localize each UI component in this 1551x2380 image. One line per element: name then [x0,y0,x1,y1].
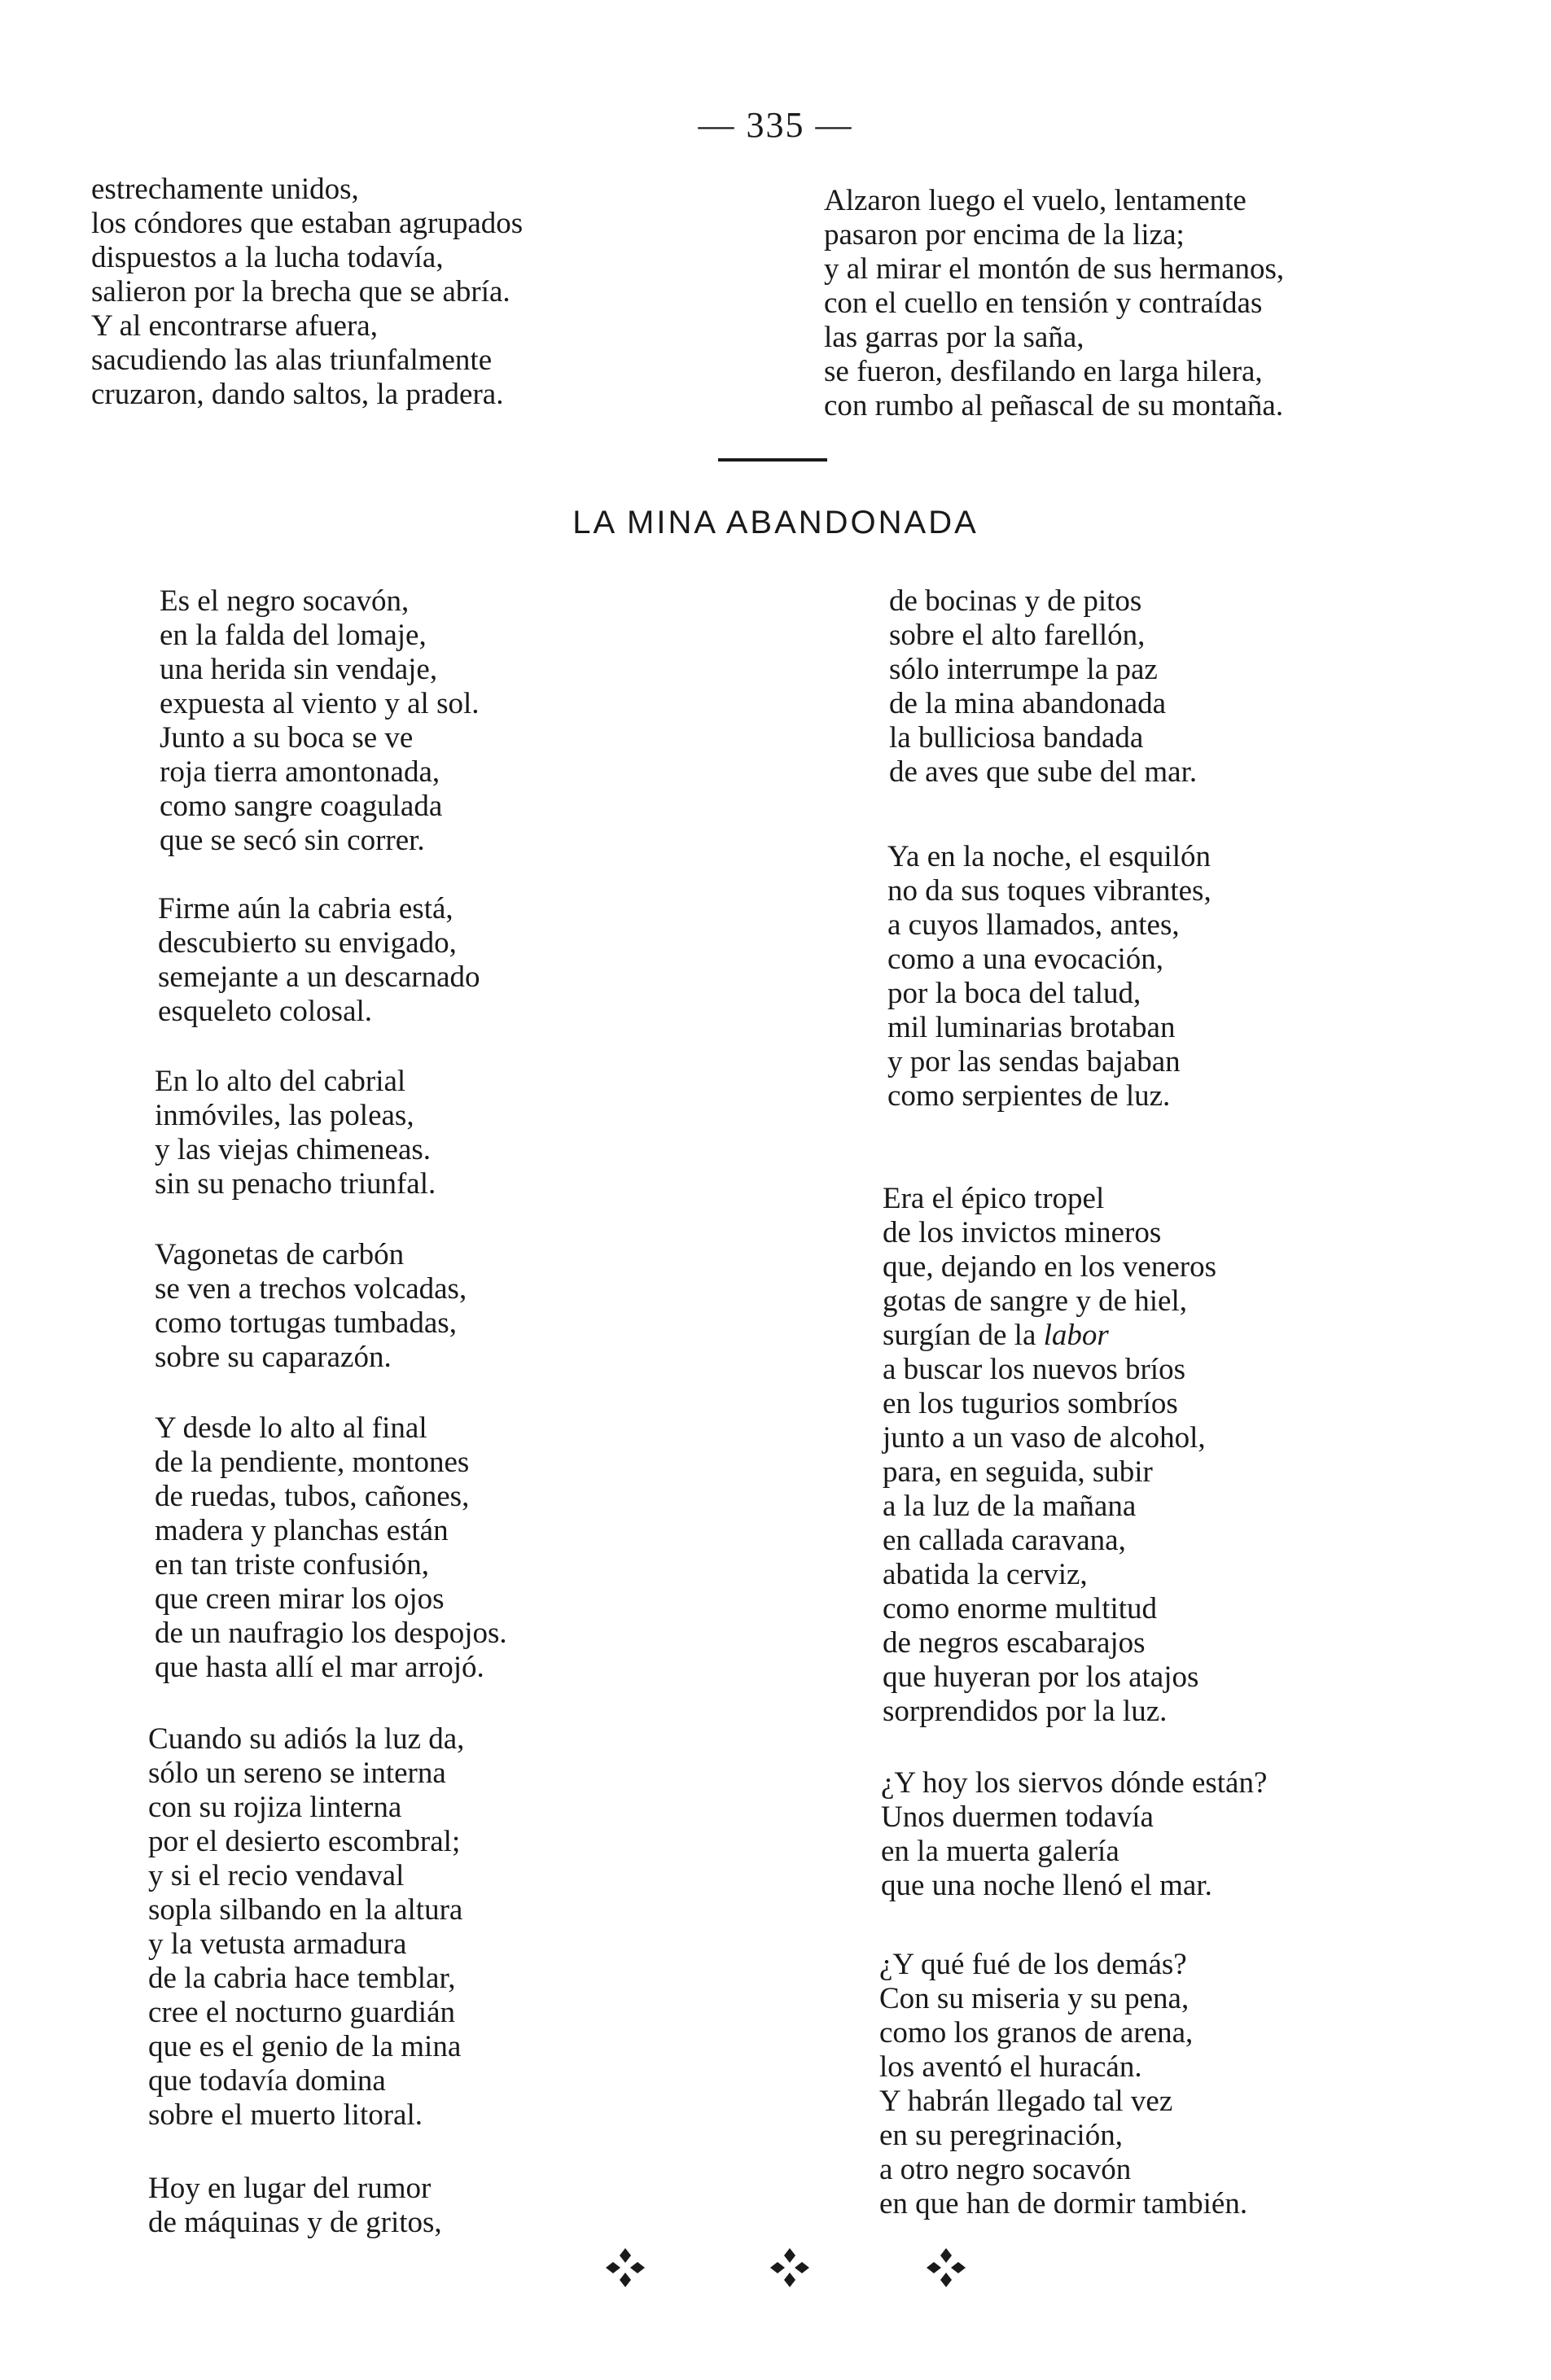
page-number: — 335 — [698,105,853,145]
stanza [883,1182,1216,1729]
verse-line: esqueleto colosal. [158,995,373,1028]
verse-line: de los invictos mineros [883,1216,1162,1249]
verse-line: Cuando su adiós la luz da, [148,1722,465,1756]
verse-line: sólo un sereno se interna [148,1757,446,1790]
verse-line: sacudiendo las alas triunfalmente [91,343,493,377]
verse-line: Unos duermen todavía [881,1800,1154,1834]
verse-line: a la luz de la mañana [883,1490,1137,1523]
stanza [881,1766,1267,1903]
verse-line: de un naufragio los despojos. [155,1617,507,1650]
verse-line: roja tierra amontonada, [160,755,440,789]
stanza [889,584,1197,790]
verse-line: como enorme multitud [883,1592,1158,1625]
stanza [148,1722,464,2133]
verse-line: que creen mirar los ojos [155,1582,445,1616]
verse-line: Junto a su boca se ve [160,721,414,755]
verse-line: como a una evocación, [887,943,1164,976]
verse-line: dispuestos a la lucha todavía, [91,241,444,274]
verse-line: semejante a un descarnado [158,960,480,994]
verse-line: Con su miseria y su pena, [879,1982,1190,2015]
verse-line: Ya en la noche, el esquilón [887,840,1211,873]
stanza [155,1065,436,1201]
verse-line: sin su penacho triunfal. [155,1167,436,1201]
stanza [155,1411,507,1685]
verse-line: gotas de sangre y de hiel, [883,1284,1187,1318]
verse-line: a cuyos llamados, antes, [887,908,1180,942]
verse-line: descubierto su envigado, [158,926,457,960]
verse-line: de la pendiente, montones [155,1446,470,1479]
verse-line: de máquinas y de gritos, [148,2206,442,2239]
verse-line: junto a un vaso de alcohol, [883,1421,1206,1455]
verse-line: cree el nocturno guardián [148,1996,456,2029]
verse-line: pasaron por encima de la liza; [824,218,1185,252]
verse-line: Alzaron luego el vuelo, lentamente [824,184,1246,217]
verse-line: como los granos de arena, [879,2016,1194,2050]
verse-line: por la boca del talud, [887,977,1141,1010]
verse-line: una herida sin vendaje, [160,653,438,686]
verse-line: que todavía domina [148,2064,386,2098]
verse-line: inmóviles, las poleas, [155,1099,414,1132]
verse-line: expuesta al viento y al sol. [160,687,480,720]
verse-line: surgían de la labor [883,1319,1109,1352]
verse-line: los cóndores que estaban agrupados [91,207,524,240]
verse-line: se fueron, desfilando en larga hilera, [824,355,1263,388]
four-diamond-ornament-icon [925,2247,967,2289]
stanza [887,840,1211,1113]
verse-line: Es el negro socavón, [160,584,410,618]
verse-line: y si el recio vendaval [148,1859,405,1892]
verse-line: de bocinas y de pitos [889,584,1142,618]
verse-line: como serpientes de luz. [887,1079,1171,1113]
verse-line: sobre su caparazón. [155,1341,392,1374]
verse-line: las garras por la saña, [824,321,1084,354]
verse-line: de ruedas, tubos, cañones, [155,1480,470,1513]
verse-line: sólo interrumpe la paz [889,653,1158,686]
verse-line: ¿Y hoy los siervos dónde están? [881,1766,1268,1800]
verse-line: en que han de dormir también. [879,2187,1248,2220]
stanza [148,2172,442,2240]
poem-title: LA MINA ABANDONADA [572,505,979,540]
verse-line: En lo alto del cabrial [155,1065,406,1098]
verse-line: se ven a trechos volcadas, [155,1272,467,1306]
verse-line: que se secó sin correr. [160,824,425,857]
verse-line: de la cabria hace temblar, [148,1962,456,1995]
verse-line: en la falda del lomaje, [160,619,427,652]
verse-line: Era el épico tropel [883,1182,1105,1215]
verse-line: sobre el muerto litoral. [148,2098,423,2132]
verse-line: por el desierto escombral; [148,1825,461,1858]
verse-line: Y al encontrarse afuera, [91,309,378,343]
verse-line: salieron por la brecha que se abría. [91,275,510,308]
verse-line: con rumbo al peñascal de su montaña. [824,389,1284,422]
verse-line: no da sus toques vibrantes, [887,874,1211,908]
stanza [158,892,480,1029]
verse-line: en callada caravana, [883,1524,1126,1557]
verse-line: cruzaron, dando saltos, la pradera. [91,378,504,411]
verse-line: y la vetusta armadura [148,1927,407,1961]
verse-line: Y habrán llegado tal vez [879,2085,1173,2118]
verse-line: de aves que sube del mar. [889,755,1198,789]
verse-line: en la muerta galería [881,1835,1119,1868]
stanza [879,1948,1247,2221]
italic-word: labor [1043,1319,1109,1352]
verse-line: que hasta allí el mar arrojó. [155,1651,484,1684]
verse-line: y las viejas chimeneas. [155,1133,432,1166]
four-diamond-ornament-icon [769,2247,811,2289]
verse-line: como tortugas tumbadas, [155,1306,457,1340]
verse-line: madera y planchas están [155,1514,449,1547]
verse-line: sorprendidos por la luz. [883,1695,1168,1728]
top-left-stanza [91,173,523,412]
ornaments [0,2247,1551,2295]
verse-line: que es el genio de la mina [148,2030,462,2063]
verse-line: en tan triste confusión, [155,1548,430,1582]
verse-line: sopla silbando en la altura [148,1893,463,1927]
section-rule [718,458,827,462]
verse-line: que una noche llenó el mar. [881,1869,1212,1902]
verse-line: sobre el alto farellón, [889,619,1146,652]
verse-line: que, dejando en los veneros [883,1250,1216,1284]
four-diamond-ornament-icon [604,2247,646,2289]
verse-line: Hoy en lugar del rumor [148,2172,432,2205]
verse-line: de negros escabarajos [883,1626,1146,1660]
verse-line: la bulliciosa bandada [889,721,1144,755]
verse-line: los aventó el huracán. [879,2050,1142,2084]
verse-line: que huyeran por los atajos [883,1660,1199,1694]
verse-line: en los tugurios sombríos [883,1387,1178,1420]
verse-line: mil luminarias brotaban [887,1011,1176,1044]
verse-line: con su rojiza linterna [148,1791,402,1824]
verse-line: y al mirar el montón de sus hermanos, [824,252,1285,286]
verse-line: en su peregrinación, [879,2119,1123,2152]
verse-line: ¿Y qué fué de los demás? [879,1948,1187,1981]
verse-line: a buscar los nuevos bríos [883,1353,1185,1386]
verse-line: a otro negro socavón [879,2153,1132,2186]
verse-line: Vagonetas de carbón [155,1238,405,1271]
stanza [160,584,480,858]
verse-line: y por las sendas bajaban [887,1045,1181,1078]
stanza [155,1238,467,1375]
verse-line: de la mina abandonada [889,687,1167,720]
verse-line: como sangre coagulada [160,790,443,823]
verse-line: con el cuello en tensión y contraídas [824,287,1263,320]
verse-line: estrechamente unidos, [91,173,359,206]
top-right-stanza [824,184,1284,423]
verse-line: para, en seguida, subir [883,1455,1153,1489]
verse-line: Y desde lo alto al final [155,1411,427,1445]
verse-line: Firme aún la cabria está, [158,892,453,925]
verse-line: abatida la cerviz, [883,1558,1088,1591]
